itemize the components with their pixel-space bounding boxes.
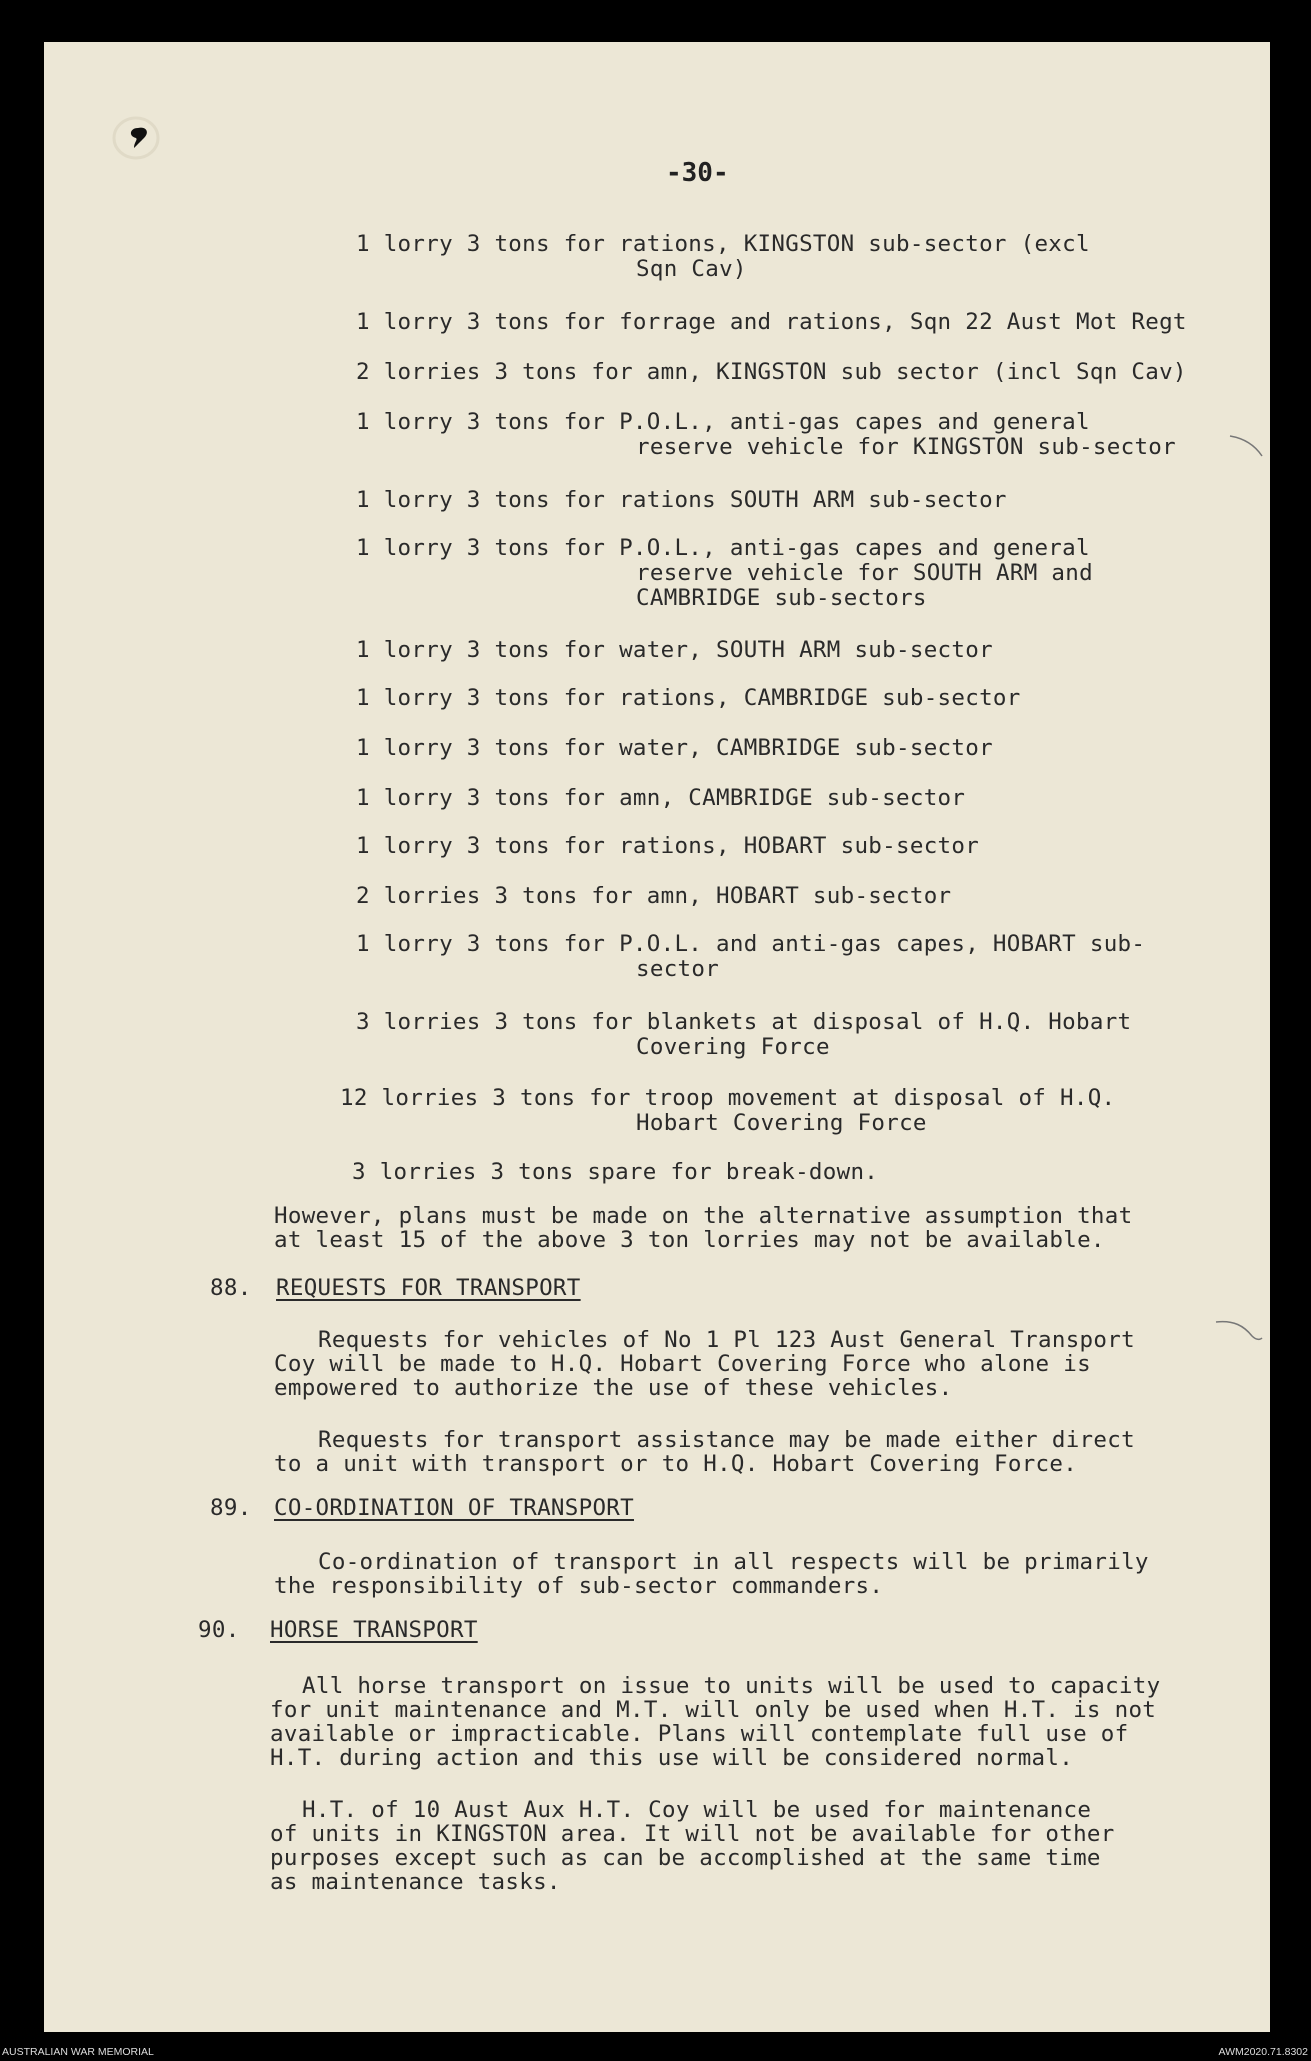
lorry-item-5-line-1: 1 lorry 3 tons for rations SOUTH ARM sub-sector — [356, 487, 1007, 513]
lorry-item-13-line-1: 1 lorry 3 tons for P.O.L. and anti-gas capes, HOBART sub- — [356, 931, 1146, 957]
section-90-p2-line-1: H.T. of 10 Aust Aux H.T. Coy will be used for maintenance — [302, 1797, 1092, 1823]
lorry-item-3-line-1: 2 lorries 3 tons for amn, KINGSTON sub sector (incl Sqn Cav) — [356, 359, 1187, 385]
lorry-item-15-line-2: Hobart Covering Force — [636, 1110, 927, 1136]
however-line-1: However, plans must be made on the alternative assumption that — [274, 1203, 1133, 1229]
lorry-item-2-line-1: 1 lorry 3 tons for forrage and rations, Sqn 22 Aust Mot Regt — [356, 309, 1187, 335]
section-88-p1-line-3: empowered to authorize the use of these vehicles. — [274, 1375, 953, 1401]
lorry-item-6-line-3: CAMBRIDGE sub-sectors — [636, 585, 927, 611]
section-90-p2-line-4: as maintenance tasks. — [270, 1869, 561, 1895]
section-90-heading: HORSE TRANSPORT — [270, 1617, 478, 1643]
section-88-p2-line-1: Requests for transport assistance may be made either direct — [318, 1427, 1135, 1453]
lorry-item-8-line-1: 1 lorry 3 tons for rations, CAMBRIDGE sub-sector — [356, 685, 1021, 711]
however-line-2: at least 15 of the above 3 ton lorries may not be available. — [274, 1227, 1105, 1253]
lorry-item-14-line-2: Covering Force — [636, 1034, 830, 1060]
lorry-item-16-line-1: 3 lorries 3 tons spare for break-down. — [352, 1159, 879, 1185]
lorry-item-6-line-1: 1 lorry 3 tons for P.O.L., anti-gas capes and general — [356, 535, 1090, 561]
lorry-item-15-line-1: 12 lorries 3 tons for troop movement at disposal of H.Q. — [340, 1085, 1116, 1111]
section-88-p1-line-1: Requests for vehicles of No 1 Pl 123 Aust General Transport — [318, 1327, 1135, 1353]
section-90-p2-line-2: of units in KINGSTON area. It will not be available for other — [270, 1821, 1115, 1847]
page-number: -30- — [666, 158, 729, 188]
lorry-item-13-line-2: sector — [636, 956, 720, 982]
lorry-item-12-line-1: 2 lorries 3 tons for amn, HOBART sub-sector — [356, 883, 952, 909]
lorry-item-11-line-1: 1 lorry 3 tons for rations, HOBART sub-sector — [356, 833, 980, 859]
margin-pencil-mark-1 — [1228, 430, 1264, 460]
lorry-item-14-line-1: 3 lorries 3 tons for blankets at disposal of H.Q. Hobart — [356, 1009, 1132, 1035]
section-90-p1-line-2: for unit maintenance and M.T. will only be used when H.T. is not — [270, 1697, 1157, 1723]
lorry-item-6-line-2: reserve vehicle for SOUTH ARM and — [636, 560, 1093, 586]
section-90-p1-line-3: available or impracticable. Plans will contemplate full use of — [270, 1721, 1129, 1747]
section-88-heading: REQUESTS FOR TRANSPORT — [276, 1275, 581, 1301]
section-88-p1-line-2: Coy will be made to H.Q. Hobart Covering Force who alone is — [274, 1351, 1091, 1377]
section-88-p2-line-2: to a unit with transport or to H.Q. Hobart Covering Force. — [274, 1451, 1078, 1477]
margin-pencil-mark-2 — [1214, 1318, 1264, 1348]
section-90-p1-line-1: All horse transport on issue to units will be used to capacity — [302, 1673, 1161, 1699]
lorry-item-10-line-1: 1 lorry 3 tons for amn, CAMBRIDGE sub-sector — [356, 785, 966, 811]
lorry-item-7-line-1: 1 lorry 3 tons for water, SOUTH ARM sub-sector — [356, 637, 993, 663]
lorry-item-9-line-1: 1 lorry 3 tons for water, CAMBRIDGE sub-sector — [356, 735, 993, 761]
lorry-item-1-line-2: Sqn Cav) — [636, 256, 747, 282]
section-89-p1-line-2: the responsibility of sub-sector commanders. — [274, 1573, 884, 1599]
lorry-item-4-line-2: reserve vehicle for KINGSTON sub-sector — [636, 434, 1176, 460]
section-90-number: 90. — [198, 1617, 240, 1643]
section-88-number: 88. — [210, 1275, 252, 1301]
section-90-p2-line-3: purposes except such as can be accomplished at the same time — [270, 1845, 1101, 1871]
lorry-item-1-line-1: 1 lorry 3 tons for rations, KINGSTON sub-sector (excl — [356, 231, 1090, 257]
footer-right-accession: AWM2020.71.8302 — [1218, 2046, 1308, 2058]
lorry-item-4-line-1: 1 lorry 3 tons for P.O.L., anti-gas capes and general — [356, 409, 1090, 435]
section-89-number: 89. — [210, 1495, 252, 1521]
footer-left-credit: AUSTRALIAN WAR MEMORIAL — [2, 2046, 154, 2058]
section-90-p1-line-4: H.T. during action and this use will be considered normal. — [270, 1745, 1074, 1771]
section-89-p1-line-1: Co-ordination of transport in all respects will be primarily — [318, 1549, 1149, 1575]
punch-hole-mark — [100, 98, 164, 168]
section-89-heading: CO-ORDINATION OF TRANSPORT — [274, 1495, 634, 1521]
